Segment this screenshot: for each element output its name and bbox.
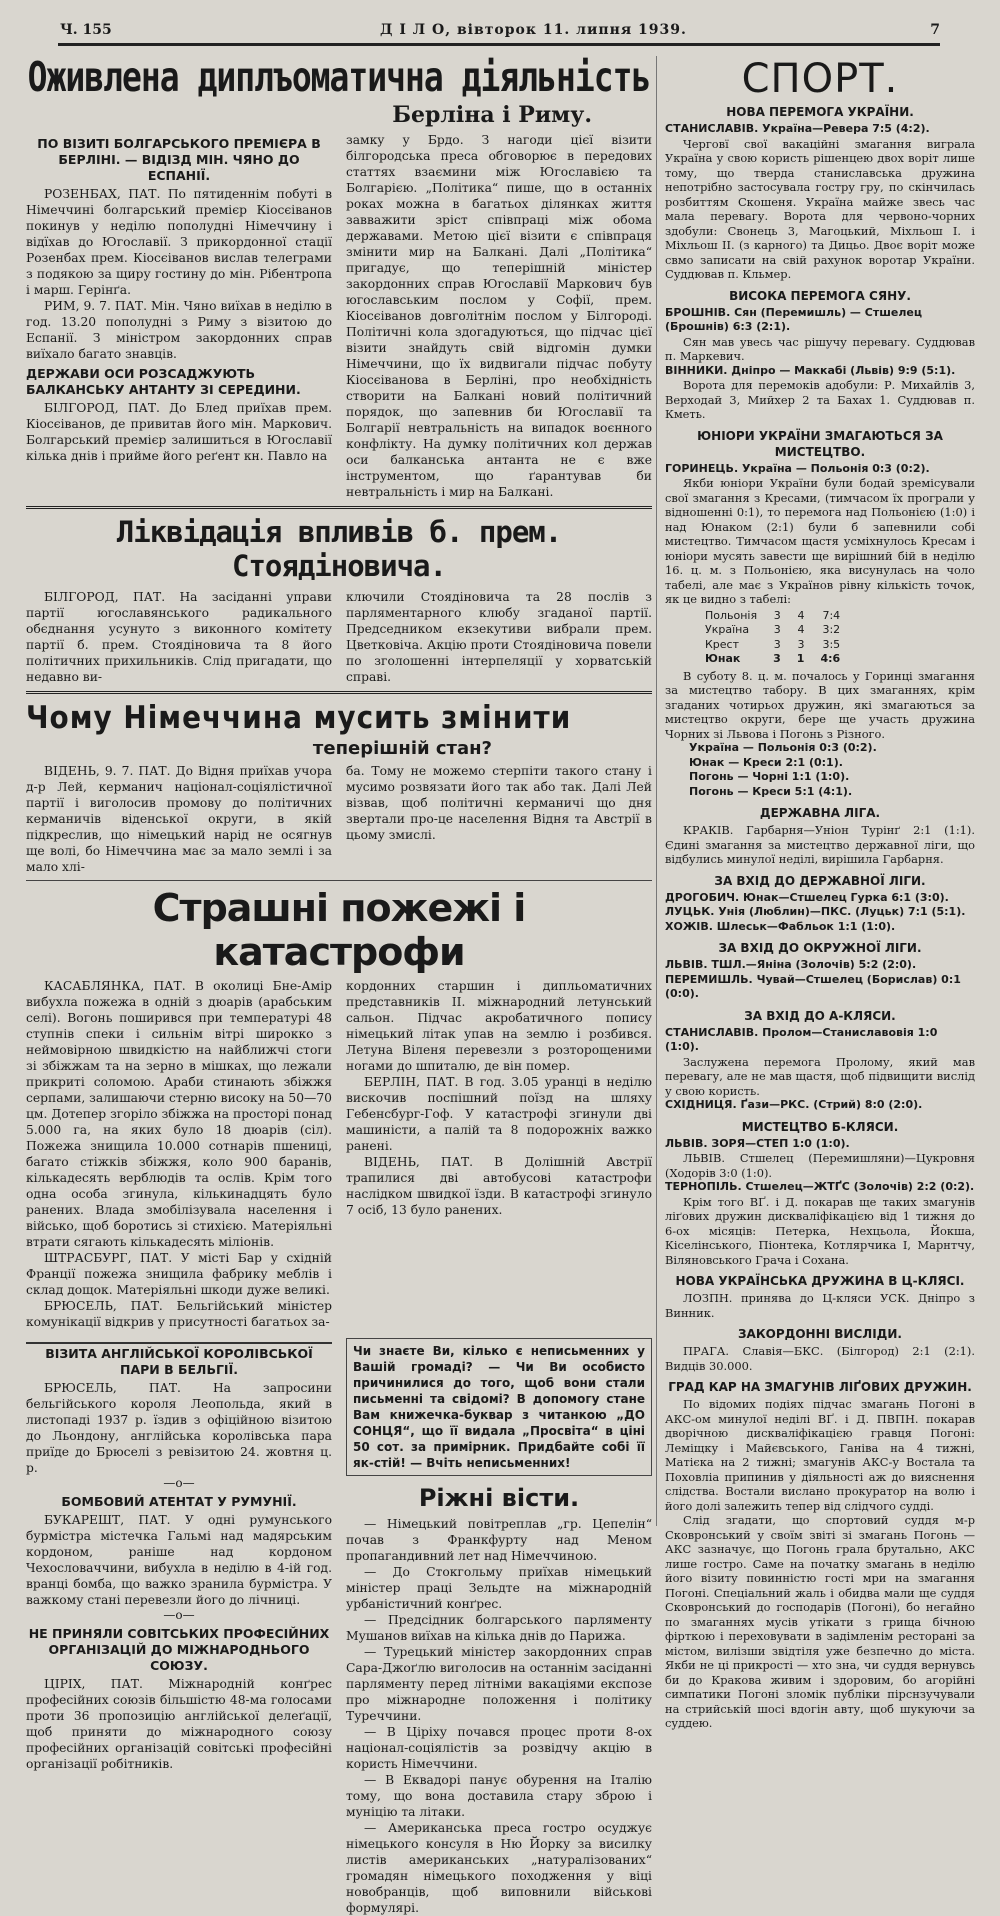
article-stoyadinovich — [26, 515, 652, 685]
separator: —о— — [163, 1608, 195, 1622]
standings-row — [705, 638, 856, 653]
match-result: ЛЬВІВ. ЗОРЯ—СТЕП 1:0 (1:0). — [665, 1136, 850, 1150]
news-item: — Американська преса гостро осуджує німецького консуля в Ню Йорку за висилку листів американських „натуралізованих“ громадян німецького походження у віці новобранців, щоб виповнили військові формулярі. — [346, 1821, 652, 1915]
paragraph: БУКАРЕШТ, ПАТ. У одні румунського бурмістра містечка Гальмі над мадярським кордоном, раніше над кордоном Чехословаччини, вибухла в неділю в 4-ій год. вранці бомба, що важко зранила бурмістра. У важкому стані перевезли його до лічниці. — [26, 1513, 332, 1607]
match-result: СХІДНИЦЯ. Ґази—РКС. (Стрий) 8:0 (2:0). — [665, 1098, 923, 1111]
paragraph: кордонних старшин і дипльоматичних представників II. міжнародний летунський сальон. Підчас акробатичного попису німецький літак упав на землю і розбився. Летуна Віленя перевезли з розторощеними ногами до шпиталю, де він помер. — [346, 979, 652, 1073]
divider — [26, 691, 652, 694]
standings-cell: 4 — [797, 623, 805, 636]
standings-cell: 3 — [773, 608, 781, 622]
paragraph: РОЗЕНБАХ, ПАТ. По пятиденнім побуті в Німеччині болгарський премієр Кіосєіванов покинув у неділю пополудні Німеччину і відїхав до Югославії. З прикордонної стації Розенбах прем. Кіосєіванов вислав телеграми з подякою за щиру гостину до мін. Рібентропа і марш. Герінґа. — [26, 187, 332, 297]
article-briefs — [26, 1338, 332, 1916]
subheading: НОВА УКРАЇНСЬКА ДРУЖИНА В Ц-КЛЯСІ. — [675, 1274, 965, 1288]
paragraph: БРЮСЕЛЬ, ПАТ. На запросини бельгійського короля Леопольда, який в листопаді 1937 р. їздив з офіційною візитою до Льондону, англійська королівська пара приїде до Брюселі з ревізитою 24. жовтня ц. р. — [26, 1381, 332, 1475]
standings-row — [705, 623, 856, 638]
match-result: ТЕРНОПІЛЬ. Стшелец—ЖТҐС (Золочів) 2:2 (0:2). — [665, 1180, 975, 1193]
match-result: ПЕРЕМИШЛЬ. Чувай—Стшелец (Борислав) 0:1 (0:0). — [665, 972, 961, 1000]
separator: —о— — [163, 1476, 195, 1490]
article-title: Оживлена диплъоматична діяльність — [27, 52, 651, 101]
paragraph: В суботу 8. ц. м. почалось у Горинці змагання за мистецтво табору. В цих змаганнях, крім згаданих чотирьох дружин, які змагаються за мистецтво округи, бере ще участь дружина Чорних зі Львова і Погонь з Різного. — [665, 668, 975, 741]
article-subtitle: Берліна і Риму. — [392, 102, 592, 128]
standings-cell: 7:4 — [822, 608, 841, 622]
match-result: Юнак — Креси 2:1 (0:1). — [689, 755, 843, 769]
standings-row — [705, 609, 856, 624]
literacy-notice-box: Чи знаєте Ви, кілько є неписьменних у Вашій громаді? — Чи Ви особисто причинилися до того, щоб вони стали письменні та свідомі? В допомогу стане Вам книжечка-буквар з читанкою „ДО СОНЦЯ“, що її видала „Просвіта“ в ціні 50 сот. за примірник. Придбайте собі її як-стій! — Вчіть неписьменних! — [346, 1338, 652, 1476]
results-list — [665, 891, 975, 935]
subheading: НОВА ПЕРЕМОГА УКРАЇНИ. — [726, 105, 914, 119]
paragraph: КРАКІВ. Гарбарня—Уніон Турінґ 2:1 (1:1). Єдині змагання за мистецтво державної ліги, що відбулись минулої неділі, вирішила Гарбарня. — [665, 823, 975, 866]
paragraph: Ворота для перемоків адобули: Р. Михайлів 3, Верходай 3, Мийхер 2 та Бахах 1. Суддював п. Кметь. — [665, 378, 975, 421]
standings-cell: 4 — [797, 608, 805, 622]
standings-table — [705, 609, 856, 667]
news-item: — Турецький міністер закордонних справ Сара-Джоґлю виголосив на останнім засіданні парляменту перед літніми вакаціями експозе про міжнародне положення і політику Туреччини. — [346, 1645, 652, 1723]
paragraph: ВІДЕНЬ, ПАТ. В Долішній Австрії трапилися дві автобусові катастрофи наслідком швидкої їзди. В катастрофі згинуло 7 осіб, 13 було ранених. — [346, 1155, 652, 1217]
subheading: ДЕРЖАВНА ЛІГА. — [759, 806, 881, 820]
divider — [26, 506, 652, 509]
subheading: ВІЗИТА АНГЛІЙСЬКОЇ КОРОЛІВСЬКОЇ ПАРИ В БЕЛЬГІЇ. — [26, 1342, 332, 1378]
article-fires — [26, 886, 652, 1330]
paragraph: ПРАГА. Славія—БКС. (Білгород) 2:1 (2:1). Видців 30.000. — [665, 1344, 975, 1373]
masthead-date: Д І Л О, вівторок 11. липня 1939. — [380, 22, 687, 38]
standings-cell: 3 — [773, 623, 781, 636]
subheading: ЗА ВХІД ДО ДЕРЖАВНОЇ ЛІГИ. — [714, 873, 926, 888]
results-list — [689, 741, 975, 799]
paragraph: Сян мав увесь час рішучу перевагу. Суддював п. Маркевич. — [665, 334, 975, 363]
results-list — [665, 958, 975, 1002]
subheading: ДЕРЖАВИ ОСИ РОЗСАДЖУЮТЬ БАЛКАНСЬКУ АНТАНТУ ЗІ СЕРЕДИНИ. — [26, 366, 301, 397]
paragraph: КАСАБЛЯНКА, ПАТ. В околиці Бне-Амір вибухла пожежа в одній з дюарів (арабським селі). Вогонь поширився при температурі 48 ступнів спеки і сильнім вітрі широкко з неймовірною швидкістю на найближчі стоги зі збіжжам та на зерно в мішках, що лежали прикриті соломою. Араби стинають збіжжя серпами, залишаючи стерню високу на 50—70 цм. Дотепер згоріло збіжжа на просторі понад 5.000 га, на яких було 18 дюарів (сіл). Пожежа знищила 10.000 сотнарів пшениці, багато стіжків збіжжя, коло 900 баранів, кількадесять верблюдів та ослів. Крім того одна особа згинула, кількинадцять було ранених. Влада змобілізувала населення і військо, щоб боротись зі стихією. Матеріяльні втрати сягають кількадесять міліонів. — [26, 979, 332, 1249]
paragraph: БІЛГОРОД, ПАТ. До Блед приїхав прем. Кіосєіванов, де привитав його мін. Маркович. Болгарський премієр залишиться в Югославії кілька днів і прийме його реґент кн. Павло на — [26, 401, 332, 463]
subheading: ЮНІОРИ УКРАЇНИ ЗМАГАЮТЬСЯ ЗА МИСТЕЦТВО. — [697, 428, 943, 459]
paragraph: Якби юніори України були бодай зремісували свої змагання з Кресами, (тимчасом їх програли у відношенні 0:1), то перемога над Польонією (1:0) і над Юнаком (2:1) були б запевнили собі мистецтво. Тимчасом щастя усміхнулось Кресам і юніори мусять завести ще вирішний бій в неділю 16. ц. м. з Польонією, яка висунулась на чоло табелі, але має з Українов рівну кількість точок, як це видно з табелі: — [665, 476, 975, 606]
divider — [26, 880, 652, 881]
news-item: — В Еквадорі панує обурення на Італію тому, що вона доставила стару зброю і муніцію та літаки. — [346, 1773, 652, 1819]
standings-cell: 3 — [797, 637, 805, 651]
article-title: Ріжні вісти. — [418, 1484, 580, 1512]
paragraph: замку у Брдо. З нагоди цієї візити білгородська преса обговорює в передових статтях взаємини між Югославією та Болгарією. „Політика“ пише, що в останніх роках можна в багатьох ділянках життя завважити зріст співпраці між обома державами. Метою цієї візити є співпраця змінити мир на Балкані. Далі „Політика“ пригадує, що теперішній міністер закордонних справ Югославії Маркович був югославським послом у Софії, прем. Кіосєіванов довголітнім послом у Білгороді. Політичні кола здогадуються, що підчас цієї візити знайдуть свій відгомін думки Німеччини, що їх видвигали підчас побуту Кіосєіванова в Берліні, про необхідність створити на Балкані новий політичний порядок, що запевнив би Югославії та Болгарії невтральність на випадок воєнного конфлікту. На думку політичних кол держав оси балканська антанта не є вже інструментом, що ґарантував би невтральність і мир на Балкані. — [346, 133, 652, 499]
article-misc-news — [346, 1484, 652, 1916]
news-item: — Німецький повітреплав „гр. Цепелін“ почав з Франкфурту над Меном пропагандивний лет над Німеччиною. — [346, 1517, 652, 1563]
subheading: БОМБОВИЙ АТЕНТАТ У РУМУНІЇ. — [61, 1494, 297, 1509]
paragraph: ключили Стоядіновича та 28 послів з парляментарного клюбу згаданої партії. Председником екзекутиви вибрали прем. Цветковіча. Акцію проти Стоядіновича повели по зголошенні інтерпеляції у хорватській справі. — [346, 590, 652, 684]
article-subtitle: теперішній стан? — [312, 738, 492, 759]
match-result: СТАНИСЛАВІВ. Україна—Ревера 7:5 (4:2). — [665, 122, 930, 135]
news-item: — Предсідник болгарського парляменту Мушанов виїхав на кілька днів до Парижа. — [346, 1613, 652, 1643]
match-result: Погонь — Чорні 1:1 (1:0). — [689, 770, 850, 783]
paragraph: БІЛГОРОД, ПАТ. На засіданні управи партії югославянського радикального обєднання усунуто з виконного комітету партії б. прем. Стоядіновича та 8 його політичних прихильників. Слід пригадати, що недавно ви- — [26, 590, 332, 684]
article-germany — [26, 700, 652, 875]
article-title: Ліквідація впливів б. прем. Стоядіновича. — [116, 515, 562, 583]
subheading: ПО ВІЗИТІ БОЛГАРСЬКОГО ПРЕМІЄРА В БЕРЛІНІ. — ВІДІЗД МІН. ЧЯНО ДО ЕСПАНІЇ. — [37, 136, 321, 183]
news-section — [26, 52, 652, 1916]
paragraph: ВІДЕНЬ, 9. 7. ПАТ. До Відня приїхав учора д-р Лей, керманич націонал-соціялістичної партії і виголосив промову до політичних керманичів віденської округи, в якій підкреслив, що німецький нарід не осягнув ще волі, бо Німеччина має за мало землі і за мало хлі- — [26, 764, 332, 874]
match-result: Україна — Польонія 0:3 (0:2). — [689, 741, 877, 754]
subheading: ГРАД КАР НА ЗМАГУНІВ ЛІҐОВИХ ДРУЖИН. — [668, 1380, 972, 1394]
paragraph: ШТРАСБУРГ, ПАТ. У місті Бар у східній Франції пожежа знищила фабрику меблів і склад дощок. Матеріяльні шкоди дуже великі. — [26, 1251, 332, 1297]
subheading: ЗА ВХІД ДО А-КЛЯСИ. — [744, 1008, 896, 1023]
subheading: ВИСОКА ПЕРЕМОГА СЯНУ. — [729, 288, 911, 303]
paragraph: Заслужена перемога Пролому, який мав перевагу, але не мав щастя, щоб підвищити вислід у свою користь. — [665, 1054, 975, 1098]
standings-cell: 1 — [796, 652, 805, 665]
paragraph: Черговї свої вакаційні змагання виграла Україна у свою користь рішенцею двох воріт лише тому, що тверда станиславська дружина непотрібно застосувала гостру гру, по скінчилась розбиттям Скошеня. Україна майже звесь час мала перевагу. Ворота для червоно-чорних здобули: Свонець 3, Магоцький, Міхльош І. і Міхльош ІІ. (з карного) та Дицьо. Двоє воріт може свмо записати на свій рахунок воротар України. Суддював п. Кльмер. — [665, 136, 975, 281]
standings-cell: 3 — [773, 637, 781, 651]
match-result: ЛЬВІВ. ТШЛ.—Яніна (Золочів) 5:2 (2:0). — [665, 958, 917, 971]
news-item: — В Ціріху почався процес проти 8-ох націонал-соціялістів за розвідчу акцію в користь Німеччини. — [346, 1725, 652, 1771]
standings-cell: Польонія — [705, 608, 758, 622]
standings-row — [705, 652, 856, 667]
paragraph: ба. Тому не можемо стерпіти такого стану і мусимо розвязати його так або так. Далі Лей візвав, щоб політичні керманичі що дня звертали про-це населення Відня та Австрії в цьому змислі. — [346, 764, 652, 842]
paragraph: РИМ, 9. 7. ПАТ. Мін. Чяно виїхав в неділю в год. 13.20 пополудні з Риму з візитою до Еспанії. З міністром закордонних справ виїхало багато знавців. — [26, 299, 332, 361]
news-item: — До Стокгольму приїхав німецький міністер праці Зельдте на міжнародній урбаністичний конґрес. — [346, 1565, 652, 1611]
match-result: ВІННИКИ. Дніпро — Маккабі (Львів) 9:9 (5:1). — [665, 363, 956, 377]
masthead-rule — [58, 43, 940, 46]
match-result: ЛУЦЬК. Унія (Люблин)—ПКС. (Луцьк) 7:1 (5:1). — [665, 905, 966, 918]
article-diplomacy — [26, 52, 652, 500]
subheading: МИСТЕЦТВО Б-КЛЯСИ. — [741, 1119, 899, 1134]
standings-cell: Україна — [705, 623, 750, 636]
subheading: ЗАКОРДОННІ ВИСЛІДИ. — [738, 1327, 902, 1341]
match-result: ХОЖІВ. Шлеськ—Фабльок 1:1 (1:0). — [665, 919, 896, 933]
match-result: Погонь — Креси 5:1 (4:1). — [689, 784, 853, 798]
paragraph: Слід згадати, що спортовий суддя м-р Сковронський у своїм звіті зі змагань Погонь — АКС зазначує, що Погонь грала брутально, АКС лише гостро. Саме на початку змагань в неділю його візиту повинністю гості мри на змагання Погоні. Спеціальний жаль і обидва мали ще суддя Сковронський до господарів (Погоні), бо негайно по змаганнях мусів утікати з грища бічною фірткою і переховувати в задімленім ресторані за містом, вилізши звідтіля уже безпечно до міста. Якби не ці прикрості — хто зна, чи суддя вернувсь би до Кракова живим і здоровим, бо агорійні симпатики Погоні зломік публіки пірснзучували на стрийській шосі вдогін авту, щоб шукуючи за суддею. — [665, 1513, 975, 1730]
standings-cell: Крест — [705, 637, 740, 651]
column-divider — [656, 56, 657, 1526]
page-number: 7 — [930, 22, 940, 38]
paragraph: Крім того ВҐ. і Д. покарав ще таких змагунів ліґових дружин дискваліфікацією від 1 тижня до 6-ох місяців: Петерка, Нехцьола, Йокша, Кіселінського, Піонтека, Котлярчика І, Марнтчу, Віляновського Грача і Сохана. — [665, 1194, 975, 1267]
standings-cell: 4:6 — [820, 652, 841, 665]
match-result: ГОРИНЕЦЬ. Україна — Польонія 0:3 (0:2). — [665, 461, 930, 475]
match-result: ДРОГОБИЧ. Юнак—Стшелец Гурка 6:1 (3:0). — [665, 890, 949, 904]
paragraph: По відомих подіях підчас змагань Погоні в АКС-ом минулої неділі ВҐ. і Д. ПВПН. покарав дворічною дискваліфікацією гравця Погоні: Леміщку і Майєвського, Ганіва на 4 тижні, Матієка на 2 тижні; змагунів АКС-у Востала та Поховліа припинив у діяльності аж до вияснення слідства. Востали вислано прокуратор на волю і його долі залежить тепер від слідчого судді. — [665, 1397, 975, 1513]
misc-news-list — [346, 1516, 652, 1916]
paragraph: БРЮСЕЛЬ, ПАТ. Бельгійський міністер комунікації відкрив у присутності багатьох за- — [26, 1299, 332, 1329]
standings-cell: 3 — [773, 652, 781, 665]
masthead — [60, 22, 940, 44]
issue-number: Ч. 155 — [60, 22, 112, 38]
subheading: НЕ ПРИНЯЛИ СОВІТСЬКИХ ПРОФЕСІЙНИХ ОРГАНІЗАЦІЙ ДО МІЖНАРОДНЬОГО СОЮЗУ. — [28, 1626, 330, 1673]
standings-cell: 3:2 — [822, 623, 841, 636]
article-title: Чому Німеччина мусить змінити — [26, 700, 572, 736]
match-result: БРОШНІВ. Сян (Перемишль) — Стшелец (Брошнів) 6:3 (2:1). — [665, 305, 923, 333]
paragraph: БЕРЛІН, ПАТ. В год. 3.05 уранці в неділю вискочив поспішний поїзд на шляху Гебенсбург-Гоф. У катастрофі згинули дві машиністи, а палій та 8 подорожніх важко ранені. — [346, 1075, 652, 1153]
sport-section — [665, 56, 975, 1731]
standings-cell: Юнак — [705, 652, 741, 665]
sport-heading: СПОРТ. — [741, 56, 899, 102]
paragraph: ЛОЗПН. принява до Ц-кляси УСК. Дніпро з Винник. — [665, 1291, 975, 1320]
article-title: Страшні пожежі і катастрофи — [152, 886, 526, 974]
paragraph: ЛЬВІВ. Стшелец (Перемишляни)—Цукровня (Ходорів 3:0 (1:0). — [665, 1151, 975, 1180]
paragraph: ЦІРІХ, ПАТ. Міжнародній конґрес професійних союзів більшістю 48-ма голосами проти 36 пропозицію англійської делеґації, щоб приняти до міжнародного союзу професійних організацій совітські професійні організації робітників. — [26, 1677, 332, 1771]
match-result: СТАНИСЛАВІВ. Пролом—Станиславовія 1:0 (1:0). — [665, 1025, 938, 1053]
standings-cell: 3:5 — [822, 637, 841, 651]
subheading: ЗА ВХІД ДО ОКРУЖНОЇ ЛІГИ. — [718, 941, 922, 955]
